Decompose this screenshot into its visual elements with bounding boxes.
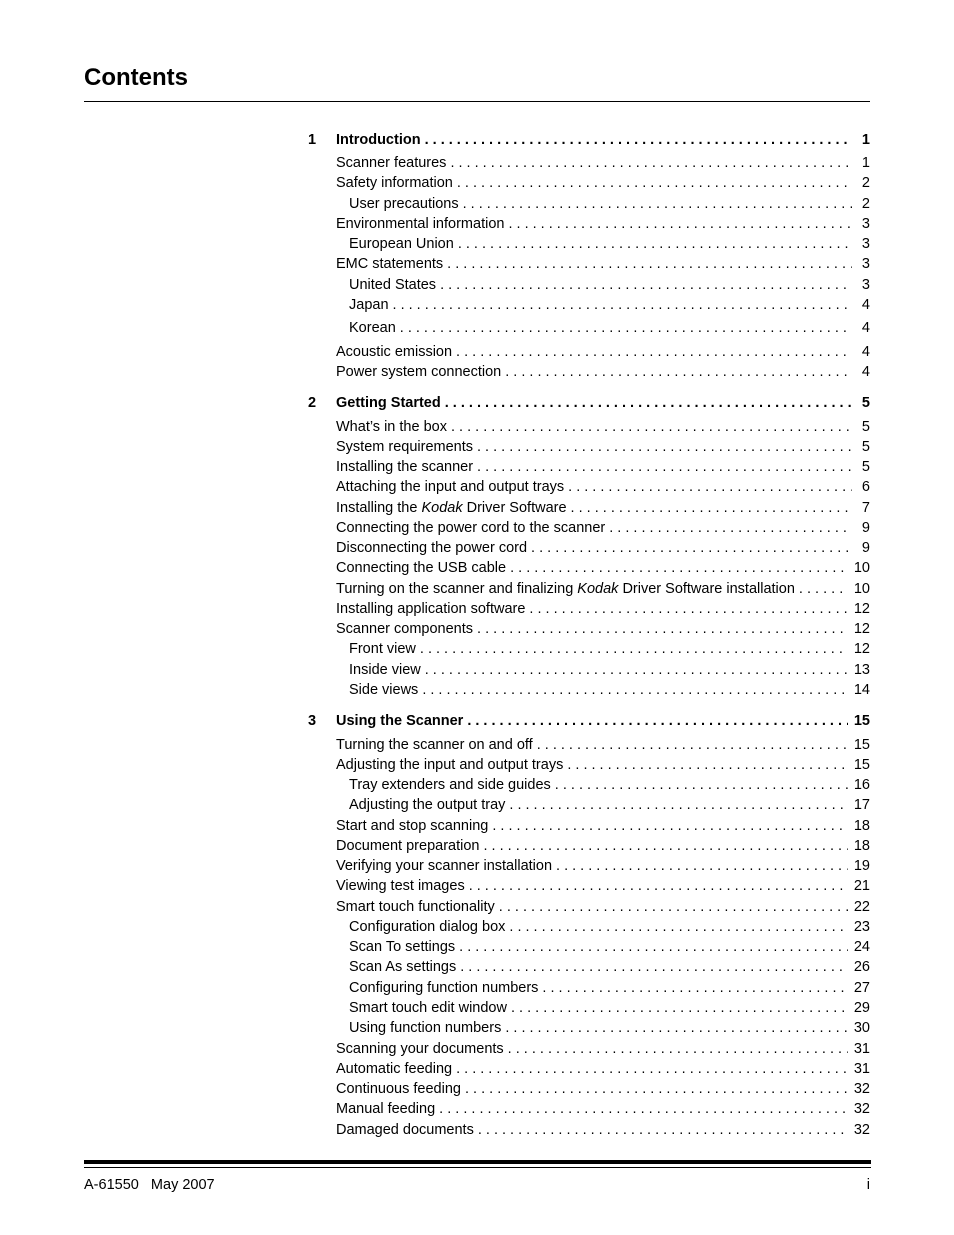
toc-page-number: 1 — [861, 132, 870, 148]
dot-leader — [469, 876, 848, 896]
toc-entry-label: Installing the scanner — [336, 459, 474, 475]
toc-page-number: 21 — [853, 878, 870, 894]
toc-entry[interactable] — [336, 619, 870, 639]
dot-leader — [508, 214, 852, 234]
toc-entry-label: Scanning your documents — [336, 1041, 504, 1057]
dot-leader — [451, 417, 852, 437]
toc-page-number: 18 — [853, 838, 870, 854]
footer-divider-thin — [84, 1167, 871, 1168]
toc-chapter-entry[interactable] — [308, 711, 870, 731]
toc-entry-label: Damaged documents — [336, 1122, 474, 1138]
toc-entry-label: Environmental information — [336, 216, 505, 232]
toc-entry-label: Document preparation — [336, 838, 480, 854]
toc-page-number: 24 — [853, 939, 870, 955]
toc-page-number: 22 — [853, 899, 870, 915]
toc-entry-label: Turning the scanner on and off — [336, 737, 533, 753]
dot-leader — [422, 680, 848, 700]
toc-entry-label: Getting Started — [336, 395, 441, 411]
toc-page-number: 12 — [853, 601, 870, 617]
toc-entry[interactable] — [336, 876, 870, 896]
toc-entry-label: Scanner components — [336, 621, 474, 637]
toc-page-number: 3 — [861, 216, 870, 232]
footer-doc-id: A-61550 — [84, 1177, 139, 1193]
toc-entry-label: Continuous feeding — [336, 1081, 461, 1097]
toc-entry-label: Side views — [349, 682, 419, 698]
footer-page-number: i — [866, 1177, 870, 1193]
toc-entry-label: User precautions — [349, 196, 459, 212]
toc-entry[interactable] — [349, 295, 870, 315]
toc-page-number: 29 — [853, 1000, 870, 1016]
toc-entry[interactable] — [349, 194, 870, 214]
toc-page-number: 2 — [861, 175, 870, 191]
dot-leader — [459, 937, 848, 957]
toc-entry[interactable] — [336, 362, 870, 382]
chapter-number: 3 — [308, 713, 317, 729]
dot-leader — [420, 639, 848, 659]
dot-leader — [510, 558, 848, 578]
dot-leader — [445, 393, 852, 413]
toc-entry[interactable] — [349, 1018, 870, 1038]
toc-entry[interactable] — [336, 558, 870, 578]
toc-entry-label: Scanner features — [336, 155, 447, 171]
footer-doc-info — [84, 1177, 215, 1193]
toc-entry-label: Japan — [349, 297, 389, 313]
brand-name: Kodak — [421, 500, 463, 516]
toc-entry[interactable] — [336, 173, 870, 193]
toc-entry-label: Attaching the input and output trays — [336, 479, 565, 495]
toc-entry[interactable] — [349, 937, 870, 957]
toc-entry-label: Safety information — [336, 175, 453, 191]
toc-entry[interactable] — [349, 775, 870, 795]
dot-leader — [509, 795, 847, 815]
footer-date: May 2007 — [150, 1177, 215, 1193]
toc-entry-label — [336, 579, 799, 599]
toc-page-number: 3 — [861, 256, 870, 272]
toc-entry-label: European Union — [349, 236, 454, 252]
toc-page-number: 15 — [853, 713, 870, 729]
dot-leader — [439, 1099, 848, 1119]
dot-leader — [400, 318, 852, 338]
toc-page-number: 3 — [861, 277, 870, 293]
toc-entry[interactable] — [336, 477, 870, 497]
toc-entry-label: Disconnecting the power cord — [336, 540, 528, 556]
dot-leader — [477, 457, 852, 477]
label-part: Installing the — [336, 500, 422, 516]
toc-entry-label: Manual feeding — [336, 1101, 436, 1117]
toc-page-number: 2 — [861, 196, 870, 212]
toc-page-number: 27 — [853, 980, 870, 996]
toc-page-number: 5 — [861, 395, 870, 411]
toc-entry[interactable] — [336, 599, 870, 619]
toc-entry[interactable] — [349, 795, 870, 815]
dot-leader — [425, 130, 852, 150]
dot-leader — [467, 711, 848, 731]
dot-leader — [555, 775, 848, 795]
toc-entry-label: Tray extenders and side guides — [349, 777, 551, 793]
toc-entry[interactable] — [336, 153, 870, 173]
toc-entry-label: Configuring function numbers — [349, 980, 539, 996]
chapter-number: 2 — [308, 395, 317, 411]
toc-entry[interactable] — [336, 836, 870, 856]
dot-leader — [458, 234, 852, 254]
dot-leader — [509, 917, 847, 937]
toc-entry-label: Scan To settings — [349, 939, 456, 955]
toc-page-number: 13 — [853, 662, 870, 678]
toc-page-number: 16 — [853, 777, 870, 793]
toc-page-number: 3 — [861, 236, 870, 252]
toc-entry[interactable] — [349, 917, 870, 937]
toc-page-number: 30 — [853, 1020, 870, 1036]
toc-page-number: 31 — [853, 1061, 870, 1077]
dot-leader — [499, 897, 848, 917]
toc-page-number: 4 — [861, 344, 870, 360]
toc-entry-label: EMC statements — [336, 256, 444, 272]
toc-page-number: 17 — [853, 797, 870, 813]
toc-entry-label — [336, 498, 571, 518]
toc-entry-label: Smart touch edit window — [349, 1000, 507, 1016]
dot-leader — [531, 538, 852, 558]
toc-page-number: 12 — [853, 641, 870, 657]
toc-entry-label: United States — [349, 277, 437, 293]
dot-leader — [478, 1120, 848, 1140]
dot-leader — [477, 437, 852, 457]
label-part: Driver Software installation — [618, 581, 795, 597]
toc-entry[interactable] — [336, 1120, 870, 1140]
toc-entry[interactable] — [349, 957, 870, 977]
toc-entry-label: Korean — [349, 320, 396, 336]
toc-entry-label: Smart touch functionality — [336, 899, 495, 915]
toc-entry[interactable] — [336, 457, 870, 477]
toc-page-number: 15 — [853, 737, 870, 753]
toc-page-number: 7 — [861, 500, 870, 516]
toc-entry[interactable] — [336, 735, 870, 755]
toc-entry[interactable] — [336, 417, 870, 437]
page-title: Contents — [84, 64, 188, 91]
toc-entry-label: Acoustic emission — [336, 344, 453, 360]
label-part: Turning on the scanner and finalizing — [336, 581, 578, 597]
toc-page-number: 9 — [861, 540, 870, 556]
toc-entry[interactable] — [336, 518, 870, 538]
toc-entry[interactable] — [336, 1059, 870, 1079]
dot-leader — [511, 998, 848, 1018]
toc-page-number: 5 — [861, 459, 870, 475]
toc-page-number: 32 — [853, 1101, 870, 1117]
toc-entry[interactable] — [349, 998, 870, 1018]
dot-leader — [477, 619, 848, 639]
dot-leader — [393, 295, 852, 315]
toc-page-number: 18 — [853, 818, 870, 834]
dot-leader — [537, 735, 848, 755]
toc-page-number: 32 — [853, 1081, 870, 1097]
toc-entry[interactable] — [336, 755, 870, 775]
toc-page-number: 31 — [853, 1041, 870, 1057]
toc-entry-label: Viewing test images — [336, 878, 465, 894]
toc-page-number: 4 — [861, 364, 870, 380]
label-part: Driver Software — [462, 500, 567, 516]
dot-leader — [440, 275, 852, 295]
toc-entry[interactable] — [349, 660, 870, 680]
toc-entry[interactable] — [349, 680, 870, 700]
footer-divider-thick — [84, 1160, 871, 1164]
toc-entry-label: Configuration dialog box — [349, 919, 506, 935]
dot-leader — [609, 518, 852, 538]
dot-leader — [529, 599, 847, 619]
toc-page-number: 1 — [861, 155, 870, 171]
toc-page-number: 12 — [853, 621, 870, 637]
dot-leader — [505, 362, 852, 382]
dot-leader — [492, 816, 848, 836]
dot-leader — [425, 660, 848, 680]
dot-leader — [457, 173, 852, 193]
toc-entry-label: Automatic feeding — [336, 1061, 453, 1077]
toc-entry-label: Inside view — [349, 662, 421, 678]
toc-entry-label: Adjusting the input and output trays — [336, 757, 564, 773]
dot-leader — [456, 342, 852, 362]
dot-leader — [447, 254, 852, 274]
toc-entry[interactable] — [349, 318, 870, 338]
toc-entry[interactable] — [349, 978, 870, 998]
toc-page-number: 4 — [861, 320, 870, 336]
brand-name: Kodak — [577, 581, 619, 597]
toc-entry[interactable] — [336, 579, 870, 599]
toc-entry[interactable] — [336, 538, 870, 558]
toc-entry-label: Adjusting the output tray — [349, 797, 506, 813]
dot-leader — [571, 498, 852, 518]
dot-leader — [556, 856, 848, 876]
toc-page-number: 32 — [853, 1122, 870, 1138]
toc-page-number: 6 — [861, 479, 870, 495]
dot-leader — [450, 153, 852, 173]
toc-entry-label: System requirements — [336, 439, 473, 455]
toc-chapter-entry[interactable] — [308, 393, 870, 413]
toc-page-number: 4 — [861, 297, 870, 313]
toc-entry[interactable] — [349, 639, 870, 659]
dot-leader — [460, 957, 848, 977]
toc-page-number: 26 — [853, 959, 870, 975]
toc-entry-label: Power system connection — [336, 364, 502, 380]
toc-entry[interactable] — [336, 437, 870, 457]
toc-entry-label: Introduction — [336, 132, 421, 148]
toc-entry[interactable] — [349, 275, 870, 295]
toc-page-number: 15 — [853, 757, 870, 773]
toc-entry-label: Scan As settings — [349, 959, 457, 975]
toc-entry[interactable] — [336, 342, 870, 362]
chapter-number: 1 — [308, 132, 317, 148]
toc-page-number: 5 — [861, 439, 870, 455]
dot-leader — [456, 1059, 848, 1079]
toc-entry-label: Connecting the USB cable — [336, 560, 507, 576]
toc-entry[interactable] — [336, 1079, 870, 1099]
toc-entry-label: Using the Scanner — [336, 713, 464, 729]
toc-entry[interactable] — [349, 234, 870, 254]
toc-entry-label: Using function numbers — [349, 1020, 502, 1036]
toc-entry-label: Installing application software — [336, 601, 526, 617]
toc-entry[interactable] — [336, 1039, 870, 1059]
toc-entry[interactable] — [336, 1099, 870, 1119]
toc-page-number: 5 — [861, 419, 870, 435]
toc-entry[interactable] — [336, 816, 870, 836]
toc-entry-label: What’s in the box — [336, 419, 447, 435]
dot-leader — [568, 477, 852, 497]
toc-page-number: 23 — [853, 919, 870, 935]
title-divider — [84, 101, 870, 102]
dot-leader — [465, 1079, 848, 1099]
toc-chapter-entry[interactable] — [308, 130, 870, 150]
dot-leader — [799, 579, 848, 599]
dot-leader — [483, 836, 847, 856]
toc-entry[interactable] — [336, 498, 870, 518]
toc-page-number: 19 — [853, 858, 870, 874]
dot-leader — [505, 1018, 848, 1038]
dot-leader — [508, 1039, 848, 1059]
toc-page-number: 10 — [853, 560, 870, 576]
toc-page-number: 14 — [853, 682, 870, 698]
toc-entry-label: Start and stop scanning — [336, 818, 489, 834]
toc-page-number: 10 — [853, 581, 870, 597]
toc-entry-label: Front view — [349, 641, 416, 657]
dot-leader — [542, 978, 847, 998]
toc-page-number: 9 — [861, 520, 870, 536]
toc-entry[interactable] — [336, 897, 870, 917]
toc-entry[interactable] — [336, 254, 870, 274]
toc-entry[interactable] — [336, 856, 870, 876]
toc-entry-label: Verifying your scanner installation — [336, 858, 553, 874]
dot-leader — [463, 194, 852, 214]
toc-entry-label: Connecting the power cord to the scanner — [336, 520, 606, 536]
dot-leader — [567, 755, 848, 775]
toc-entry[interactable] — [336, 214, 870, 234]
